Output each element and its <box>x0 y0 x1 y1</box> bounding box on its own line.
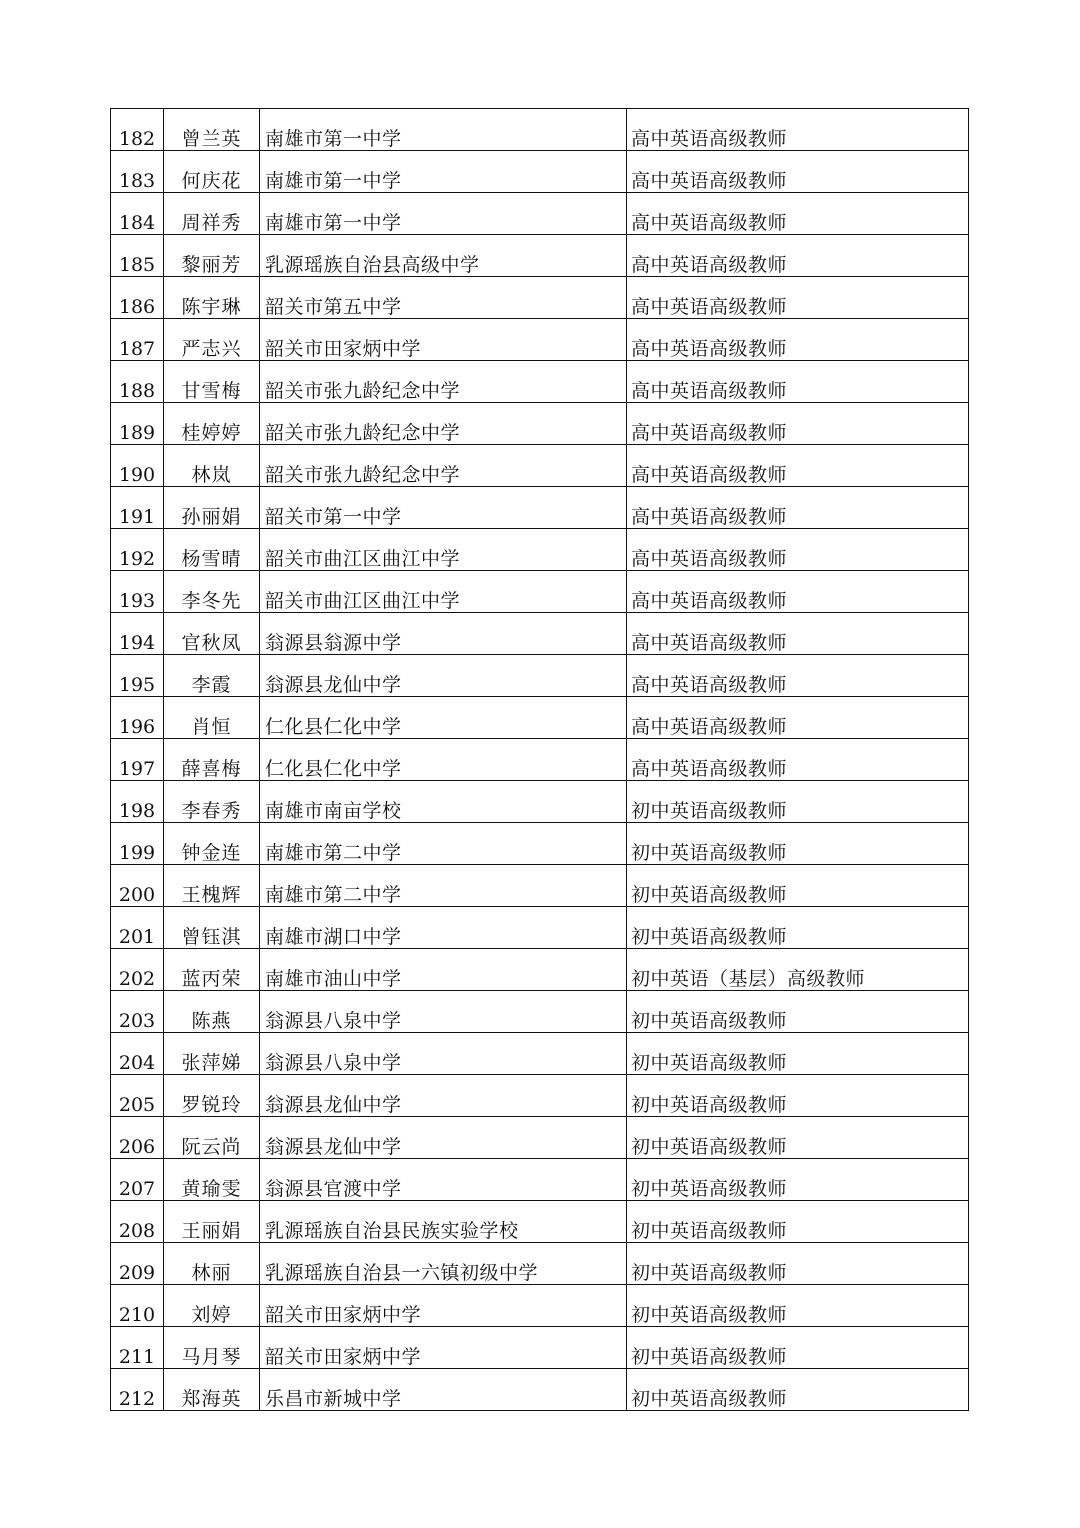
teacher-title-cell <box>627 193 969 235</box>
row-number: 189 <box>118 422 156 444</box>
teacher-title: 初中英语高级教师 <box>631 884 788 906</box>
teacher-name-cell <box>164 655 260 697</box>
teacher-title: 初中英语高级教师 <box>631 800 788 822</box>
row-number-cell <box>111 907 164 949</box>
school-name-cell <box>260 1201 627 1243</box>
teacher-title-cell <box>627 1117 969 1159</box>
school-name-cell <box>260 277 627 319</box>
school-name: 南雄市南亩学校 <box>265 800 402 822</box>
row-number-cell <box>111 235 164 277</box>
teacher-name-cell <box>164 1033 260 1075</box>
teacher-title-cell <box>627 949 969 991</box>
row-number-cell <box>111 361 164 403</box>
row-number-cell <box>111 991 164 1033</box>
school-name: 韶关市张九龄纪念中学 <box>265 422 461 444</box>
teacher-title-cell <box>627 571 969 613</box>
teacher-title-cell <box>627 529 969 571</box>
teacher-name: 林丽 <box>191 1262 232 1284</box>
row-number: 209 <box>118 1262 156 1284</box>
teacher-title: 高中英语高级教师 <box>631 254 788 276</box>
teacher-title: 高中英语高级教师 <box>631 464 788 486</box>
teacher-name: 李春秀 <box>181 800 242 822</box>
school-name-cell <box>260 403 627 445</box>
row-number-cell <box>111 487 164 529</box>
teacher-name: 杨雪晴 <box>181 548 242 570</box>
table-row <box>111 949 969 991</box>
teacher-title-cell <box>627 445 969 487</box>
teacher-name: 张萍娣 <box>181 1052 242 1074</box>
teacher-name: 周祥秀 <box>181 212 242 234</box>
table-row <box>111 361 969 403</box>
teacher-title: 初中英语高级教师 <box>631 1262 788 1284</box>
table-row <box>111 697 969 739</box>
school-name-cell <box>260 235 627 277</box>
school-name: 乐昌市新城中学 <box>265 1388 402 1410</box>
teacher-name: 郑海英 <box>181 1388 242 1410</box>
teacher-name-cell <box>164 949 260 991</box>
table-row <box>111 193 969 235</box>
table-row <box>111 907 969 949</box>
school-name-cell <box>260 445 627 487</box>
school-name-cell <box>260 1075 627 1117</box>
teacher-name: 曾钰淇 <box>181 926 242 948</box>
row-number-cell <box>111 109 164 151</box>
school-name-cell <box>260 109 627 151</box>
table-row <box>111 991 969 1033</box>
teacher-name-cell <box>164 1243 260 1285</box>
teacher-title: 高中英语高级教师 <box>631 380 788 402</box>
table-row <box>111 1159 969 1201</box>
table-row <box>111 823 969 865</box>
teacher-title: 初中英语高级教师 <box>631 842 788 864</box>
teacher-name: 李冬先 <box>181 590 242 612</box>
school-name-cell <box>260 1159 627 1201</box>
teacher-name-cell <box>164 739 260 781</box>
row-number-cell <box>111 1159 164 1201</box>
row-number: 205 <box>118 1094 156 1116</box>
row-number: 197 <box>118 758 156 780</box>
school-name-cell <box>260 1243 627 1285</box>
teacher-name-cell <box>164 193 260 235</box>
teacher-title: 初中英语高级教师 <box>631 1136 788 1158</box>
teacher-title: 高中英语高级教师 <box>631 674 788 696</box>
teacher-title-cell <box>627 235 969 277</box>
school-name-cell <box>260 487 627 529</box>
row-number: 201 <box>118 926 156 948</box>
teacher-name-cell <box>164 1201 260 1243</box>
row-number: 185 <box>118 254 156 276</box>
school-name: 南雄市第一中学 <box>265 212 402 234</box>
school-name: 韶关市田家炳中学 <box>265 1346 422 1368</box>
teacher-title-cell <box>627 1075 969 1117</box>
teacher-name-cell <box>164 235 260 277</box>
school-name: 韶关市田家炳中学 <box>265 338 422 360</box>
school-name-cell <box>260 781 627 823</box>
teacher-name-cell <box>164 697 260 739</box>
teacher-title-cell <box>627 277 969 319</box>
teacher-title: 高中英语高级教师 <box>631 632 788 654</box>
row-number: 193 <box>118 590 156 612</box>
teacher-title: 高中英语高级教师 <box>631 716 788 738</box>
school-name-cell <box>260 193 627 235</box>
school-name-cell <box>260 361 627 403</box>
school-name: 南雄市第二中学 <box>265 842 402 864</box>
row-number: 194 <box>118 632 156 654</box>
row-number: 190 <box>118 464 156 486</box>
row-number-cell <box>111 571 164 613</box>
table-row <box>111 277 969 319</box>
teacher-name-cell <box>164 823 260 865</box>
table-row <box>111 109 969 151</box>
teacher-name-cell <box>164 1117 260 1159</box>
row-number: 187 <box>118 338 156 360</box>
row-number: 183 <box>118 170 156 192</box>
teacher-name: 罗锐玲 <box>181 1094 242 1116</box>
teacher-name-cell <box>164 1285 260 1327</box>
row-number: 204 <box>118 1052 156 1074</box>
row-number-cell <box>111 1117 164 1159</box>
teacher-title-cell <box>627 403 969 445</box>
school-name: 南雄市第二中学 <box>265 884 402 906</box>
school-name: 韶关市第五中学 <box>265 296 402 318</box>
teacher-title: 高中英语高级教师 <box>631 758 788 780</box>
teacher-name: 马月琴 <box>181 1346 242 1368</box>
school-name-cell <box>260 1285 627 1327</box>
teacher-title: 初中英语高级教师 <box>631 1010 788 1032</box>
row-number-cell <box>111 445 164 487</box>
teacher-name: 陈燕 <box>191 1010 232 1032</box>
school-name-cell <box>260 571 627 613</box>
teacher-name: 甘雪梅 <box>181 380 242 402</box>
row-number: 195 <box>118 674 156 696</box>
school-name-cell <box>260 613 627 655</box>
teacher-name: 阮云尚 <box>181 1136 242 1158</box>
teacher-title: 高中英语高级教师 <box>631 590 788 612</box>
table-row <box>111 739 969 781</box>
teacher-title-cell <box>627 1369 969 1411</box>
school-name: 翁源县八泉中学 <box>265 1010 402 1032</box>
teacher-name-cell <box>164 1159 260 1201</box>
school-name: 翁源县翁源中学 <box>265 632 402 654</box>
table-row <box>111 571 969 613</box>
table-row <box>111 445 969 487</box>
table-row <box>111 1285 969 1327</box>
teacher-name-cell <box>164 151 260 193</box>
teacher-title-cell <box>627 1243 969 1285</box>
teacher-name: 官秋凤 <box>181 632 242 654</box>
teacher-title-cell <box>627 823 969 865</box>
school-name: 韶关市曲江区曲江中学 <box>265 590 461 612</box>
teacher-name-cell <box>164 277 260 319</box>
teacher-title-cell <box>627 697 969 739</box>
school-name-cell <box>260 865 627 907</box>
school-name: 翁源县龙仙中学 <box>265 674 402 696</box>
teacher-title: 高中英语高级教师 <box>631 296 788 318</box>
row-number: 212 <box>118 1388 156 1410</box>
row-number: 199 <box>118 842 156 864</box>
school-name-cell <box>260 319 627 361</box>
row-number: 186 <box>118 296 156 318</box>
teacher-title: 初中英语高级教师 <box>631 1388 788 1410</box>
school-name: 韶关市张九龄纪念中学 <box>265 380 461 402</box>
teacher-name-cell <box>164 361 260 403</box>
school-name-cell <box>260 1117 627 1159</box>
row-number: 207 <box>118 1178 156 1200</box>
school-name: 南雄市油山中学 <box>265 968 402 990</box>
row-number: 208 <box>118 1220 156 1242</box>
teacher-title-cell <box>627 361 969 403</box>
teacher-name: 刘婷 <box>191 1304 232 1326</box>
row-number-cell <box>111 781 164 823</box>
school-name: 韶关市张九龄纪念中学 <box>265 464 461 486</box>
teacher-title-cell <box>627 613 969 655</box>
teacher-list-table <box>110 108 969 1411</box>
school-name: 翁源县龙仙中学 <box>265 1136 402 1158</box>
teacher-title: 高中英语高级教师 <box>631 170 788 192</box>
table-row <box>111 487 969 529</box>
teacher-title: 高中英语高级教师 <box>631 338 788 360</box>
school-name: 乳源瑶族自治县高级中学 <box>265 254 480 276</box>
row-number-cell <box>111 697 164 739</box>
row-number-cell <box>111 1285 164 1327</box>
teacher-name-cell <box>164 403 260 445</box>
row-number: 203 <box>118 1010 156 1032</box>
table-row <box>111 235 969 277</box>
table-row <box>111 1033 969 1075</box>
teacher-title: 高中英语高级教师 <box>631 212 788 234</box>
teacher-title: 初中英语高级教师 <box>631 1052 788 1074</box>
teacher-name: 肖恒 <box>191 716 232 738</box>
row-number-cell <box>111 1075 164 1117</box>
teacher-name: 严志兴 <box>181 338 242 360</box>
row-number-cell <box>111 739 164 781</box>
teacher-name: 钟金连 <box>181 842 242 864</box>
school-name: 乳源瑶族自治县民族实验学校 <box>265 1220 519 1242</box>
teacher-title: 高中英语高级教师 <box>631 548 788 570</box>
teacher-name-cell <box>164 991 260 1033</box>
table-row <box>111 1117 969 1159</box>
teacher-name-cell <box>164 1327 260 1369</box>
teacher-title-cell <box>627 739 969 781</box>
school-name-cell <box>260 949 627 991</box>
row-number-cell <box>111 277 164 319</box>
teacher-title: 初中英语高级教师 <box>631 926 788 948</box>
school-name-cell <box>260 1327 627 1369</box>
school-name-cell <box>260 1033 627 1075</box>
row-number-cell <box>111 529 164 571</box>
row-number-cell <box>111 613 164 655</box>
teacher-name-cell <box>164 865 260 907</box>
table-row <box>111 1327 969 1369</box>
teacher-name: 孙丽娟 <box>181 506 242 528</box>
row-number-cell <box>111 151 164 193</box>
teacher-name-cell <box>164 319 260 361</box>
row-number-cell <box>111 823 164 865</box>
table-row <box>111 529 969 571</box>
row-number-cell <box>111 1243 164 1285</box>
teacher-title-cell <box>627 991 969 1033</box>
teacher-title: 高中英语高级教师 <box>631 128 788 150</box>
teacher-title: 高中英语高级教师 <box>631 506 788 528</box>
row-number-cell <box>111 193 164 235</box>
row-number: 206 <box>118 1136 156 1158</box>
teacher-title-cell <box>627 907 969 949</box>
row-number-cell <box>111 1033 164 1075</box>
teacher-name-cell <box>164 1369 260 1411</box>
school-name: 韶关市第一中学 <box>265 506 402 528</box>
row-number: 202 <box>118 968 156 990</box>
teacher-name: 何庆花 <box>181 170 242 192</box>
teacher-name-cell <box>164 445 260 487</box>
row-number-cell <box>111 403 164 445</box>
teacher-name: 陈宇琳 <box>181 296 242 318</box>
row-number-cell <box>111 319 164 361</box>
teacher-title-cell <box>627 319 969 361</box>
row-number: 191 <box>118 506 156 528</box>
row-number: 184 <box>118 212 156 234</box>
school-name-cell <box>260 823 627 865</box>
table-row <box>111 1201 969 1243</box>
table-row <box>111 655 969 697</box>
teacher-name: 王丽娟 <box>181 1220 242 1242</box>
table-row <box>111 319 969 361</box>
school-name-cell <box>260 529 627 571</box>
row-number-cell <box>111 865 164 907</box>
school-name: 仁化县仁化中学 <box>265 758 402 780</box>
table-row <box>111 1243 969 1285</box>
teacher-title: 初中英语（基层）高级教师 <box>631 968 866 990</box>
row-number: 196 <box>118 716 156 738</box>
teacher-title-cell <box>627 1285 969 1327</box>
school-name: 乳源瑶族自治县一六镇初级中学 <box>265 1262 539 1284</box>
teacher-title: 初中英语高级教师 <box>631 1220 788 1242</box>
teacher-name: 曾兰英 <box>181 128 242 150</box>
teacher-title: 高中英语高级教师 <box>631 422 788 444</box>
row-number-cell <box>111 1201 164 1243</box>
table-body <box>111 109 969 1411</box>
teacher-title-cell <box>627 655 969 697</box>
row-number-cell <box>111 949 164 991</box>
teacher-name: 王槐辉 <box>181 884 242 906</box>
school-name-cell <box>260 991 627 1033</box>
teacher-name: 黄瑜雯 <box>181 1178 242 1200</box>
teacher-name: 桂婷婷 <box>181 422 242 444</box>
row-number-cell <box>111 655 164 697</box>
teacher-title: 初中英语高级教师 <box>631 1346 788 1368</box>
teacher-title: 初中英语高级教师 <box>631 1094 788 1116</box>
school-name-cell <box>260 1369 627 1411</box>
teacher-title-cell <box>627 1327 969 1369</box>
teacher-name-cell <box>164 571 260 613</box>
teacher-name-cell <box>164 109 260 151</box>
row-number: 182 <box>118 128 156 150</box>
school-name: 翁源县八泉中学 <box>265 1052 402 1074</box>
table-row <box>111 151 969 193</box>
teacher-title-cell <box>627 109 969 151</box>
teacher-name: 林岚 <box>191 464 232 486</box>
row-number-cell <box>111 1369 164 1411</box>
school-name-cell <box>260 907 627 949</box>
row-number-cell <box>111 1327 164 1369</box>
teacher-title-cell <box>627 151 969 193</box>
teacher-title: 初中英语高级教师 <box>631 1178 788 1200</box>
school-name: 南雄市第一中学 <box>265 128 402 150</box>
teacher-title: 初中英语高级教师 <box>631 1304 788 1326</box>
row-number: 210 <box>118 1304 156 1326</box>
school-name: 南雄市第一中学 <box>265 170 402 192</box>
teacher-name-cell <box>164 781 260 823</box>
teacher-name: 黎丽芳 <box>181 254 242 276</box>
row-number: 192 <box>118 548 156 570</box>
teacher-name: 蓝丙荣 <box>181 968 242 990</box>
table-row <box>111 865 969 907</box>
teacher-title-cell <box>627 1201 969 1243</box>
table-row <box>111 613 969 655</box>
school-name: 韶关市曲江区曲江中学 <box>265 548 461 570</box>
teacher-title-cell <box>627 865 969 907</box>
row-number: 198 <box>118 800 156 822</box>
teacher-name: 薛喜梅 <box>181 758 242 780</box>
row-number: 188 <box>118 380 156 402</box>
row-number: 211 <box>118 1346 156 1368</box>
school-name-cell <box>260 697 627 739</box>
teacher-name: 李霞 <box>191 674 232 696</box>
school-name: 南雄市湖口中学 <box>265 926 402 948</box>
school-name: 翁源县官渡中学 <box>265 1178 402 1200</box>
teacher-title-cell <box>627 781 969 823</box>
table-row <box>111 1369 969 1411</box>
row-number: 200 <box>118 884 156 906</box>
school-name-cell <box>260 151 627 193</box>
school-name-cell <box>260 739 627 781</box>
school-name: 翁源县龙仙中学 <box>265 1094 402 1116</box>
table-row <box>111 781 969 823</box>
teacher-name-cell <box>164 1075 260 1117</box>
teacher-title-cell <box>627 1159 969 1201</box>
teacher-name-cell <box>164 613 260 655</box>
teacher-title-cell <box>627 1033 969 1075</box>
teacher-name-cell <box>164 487 260 529</box>
school-name: 韶关市田家炳中学 <box>265 1304 422 1326</box>
school-name: 仁化县仁化中学 <box>265 716 402 738</box>
teacher-title-cell <box>627 487 969 529</box>
teacher-name-cell <box>164 529 260 571</box>
table-row <box>111 1075 969 1117</box>
school-name-cell <box>260 655 627 697</box>
teacher-name-cell <box>164 907 260 949</box>
table-row <box>111 403 969 445</box>
